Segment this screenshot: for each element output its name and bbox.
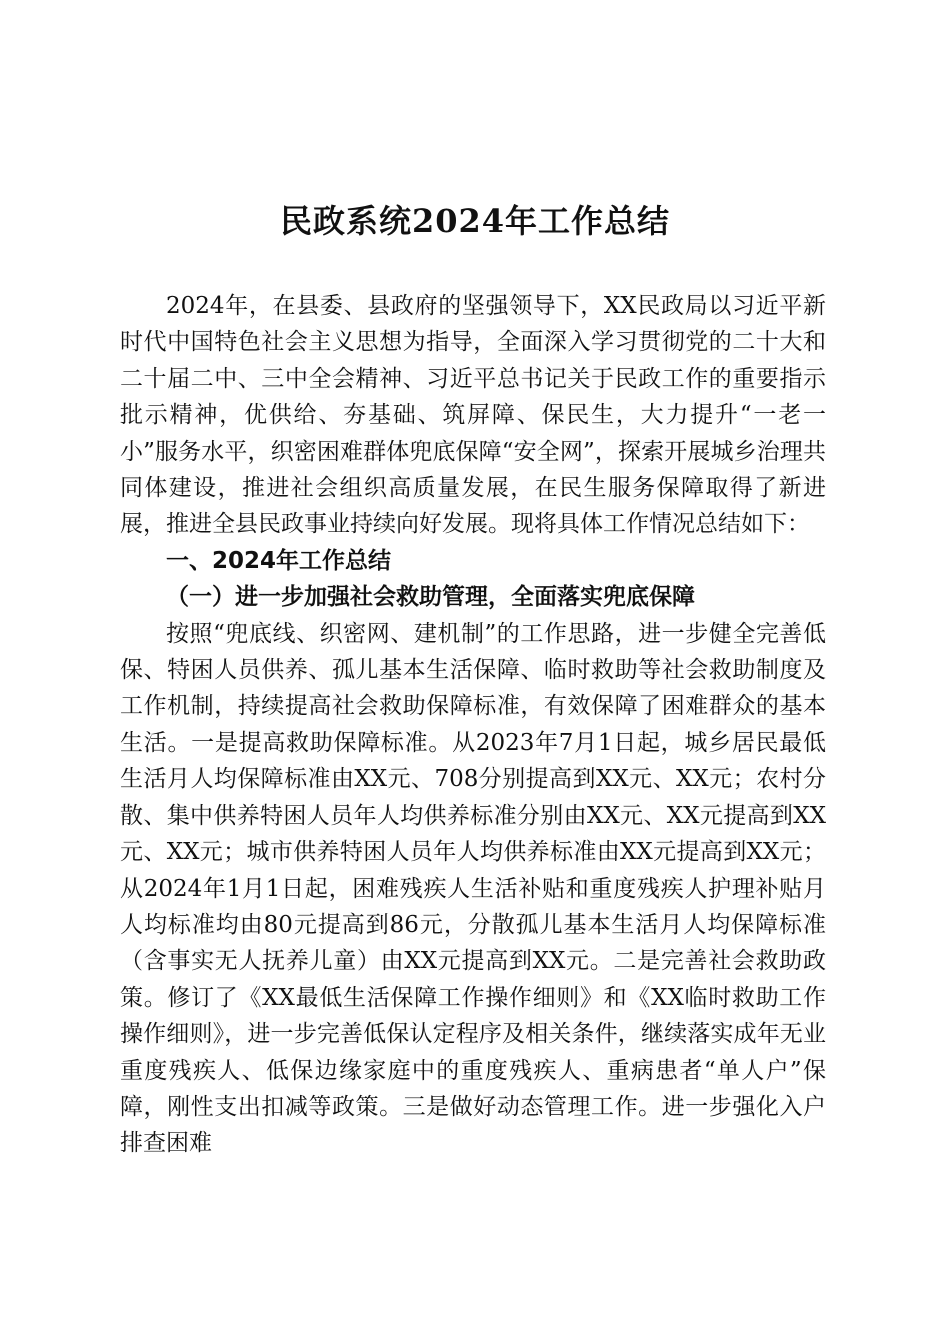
section-heading: 一、2024年工作总结 — [166, 547, 392, 574]
document-title: 民政系统2024年工作总结 — [279, 202, 671, 240]
body-paragraph: 按照“兜底线、织密网、建机制”的工作思路，进一步健全完善低保、特困人员供养、孤儿基本生活保障、临时救助等社会救助制度及工作机制，持续提高社会救助保障标准，有效保障了困难群众的基本生活。一是提高救助保障标准。从2023年7月1日起，城乡居民最低生活月人均保障标准由XX元、708分别提高到XX元、XX元；农村分散、集中供养特困人员年人均供养标准分别由XX元、XX元提高到XX元、XX元；城市供养特困人员年人均供养标准由XX元提高到XX元；从2024年1月1日起，困难残疾人生活补贴和重度残疾人护理补贴月人均标准均由80元提高到86元，分散孤儿基本生活月人均保障标准（含事实无人抚养儿童）由XX元提高到XX元。二是完善社会救助政策。修订了《XX最低生活保障工作操作细则》和《XX临时救助工作操作细则》，进一步完善低保认定程序及相关条件，继续落实成年无业重度残疾人、低保边缘家庭中的重度残疾人、重病患者“单人户”保障，刚性支出扣减等政策。三是做好动态管理工作。进一步强化入户排查困难 — [120, 620, 826, 1157]
document-body — [120, 288, 826, 1162]
subsection-heading: （一）进一步加强社会救助管理，全面落实兜底保障 — [166, 583, 695, 611]
intro-paragraph: 2024年，在县委、县政府的坚强领导下，XX民政局以习近平新时代中国特色社会主义思想为指导，全面深入学习贯彻党的二十大和二十届二中、三中全会精神、习近平总书记关于民政工作的重要指示批示精神，优供给、夯基础、筑屏障、保民生，大力提升“一老一小”服务水平，织密困难群体兜底保障“安全网”，探索开展城乡治理共同体建设，推进社会组织高质量发展，在民生服务保障取得了新进展，推进全县民政事业持续向好发展。现将具体工作情况总结如下： — [120, 293, 826, 538]
